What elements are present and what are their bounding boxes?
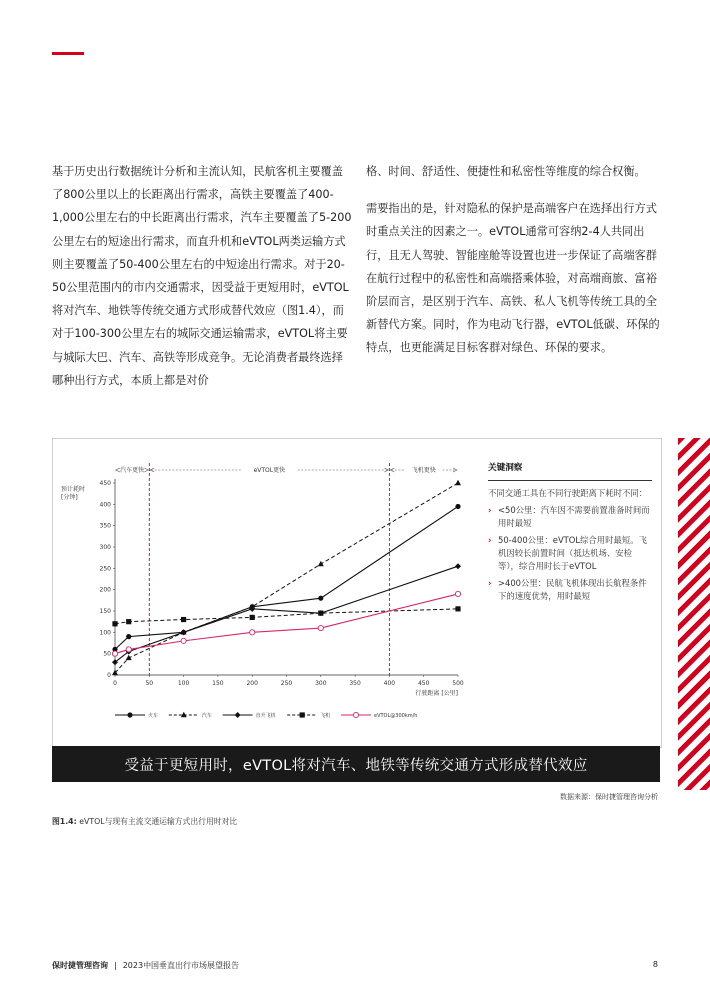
series-point — [318, 611, 323, 616]
series-point — [112, 651, 117, 656]
y-axis-title: 预计耗时 — [61, 486, 86, 493]
series-point — [126, 647, 131, 652]
series-point — [455, 480, 461, 485]
legend-label: 火车 — [148, 713, 159, 719]
x-tick-label: 250 — [280, 680, 293, 687]
x-tick-label: 50 — [145, 680, 154, 687]
insight-bullet-text: >400公里：民航飞机体现出长航程条件下的速度优势，用时最短 — [498, 578, 647, 601]
legend-marker — [353, 712, 358, 717]
travel-time-chart — [53, 439, 483, 739]
chevron-right-icon: › — [488, 505, 492, 515]
caption-text: eVTOL与现有主流交通运输方式出行用时对比 — [76, 817, 238, 826]
series-point — [250, 615, 255, 620]
figure-caption — [52, 816, 237, 827]
y-tick-label: 300 — [99, 544, 111, 551]
insight-bullet-text: 50-400公里：eVTOL综合用时最短。飞机因较长前置时间（抵达机场、安检等），综合用时长于eVTOL — [498, 535, 648, 571]
x-tick-label: 0 — [113, 680, 117, 687]
legend-marker — [127, 712, 132, 717]
footer-report-title: 2023中国垂直出行市场展望报告 — [122, 961, 240, 970]
series-point — [455, 606, 460, 611]
series-line — [115, 566, 458, 662]
x-tick-label: 450 — [417, 680, 430, 687]
y-tick-label: 400 — [99, 501, 111, 509]
series-point — [455, 591, 460, 596]
caption-label: 图1.4: — [52, 817, 77, 826]
body-paragraph: 基于历史出行数据统计分析和主流认知，民航客机主要覆盖了800公里以上的长距离出行需求，高铁主要覆盖了400-1,000公里左右的中长距离出行需求，汽车主要覆盖了5-200公里左右的短途出行需求，而直升机和eVTOL两类运输方式则主要覆盖了50-400公里左右的中短途出行需求。对于20-50公里范围内的市内交通需求，因受益于更短用时，eVTOL将对汽车、地铁等传统交通方式形成替代效应（图1.4），而对于100-300公里左右的城际交通运输需求，eVTOL将主要与城际大巴、汽车、高铁等形成竞争。无论消费者最终选择哪种出行方式，本质上都是对价 — [52, 165, 352, 387]
data-source: 数据来源：保时捷管理咨询分析 — [560, 793, 658, 801]
x-axis-title: 行驶距离 [公里] — [415, 690, 458, 697]
series-point — [181, 617, 186, 622]
series-line — [115, 483, 458, 673]
y-tick-label: 0 — [107, 672, 111, 679]
body-paragraph: 需要指出的是，针对隐私的保护是高端客户在选择出行方式时重点关注的因素之一。eVTOL通常可容纳2-4人共同出行，且无人驾驶、智能座舱等设置也进一步保证了高端客群在航行过程中的私密性和高端搭乘体验，对高端商旅、富裕阶层而言，是区别于汽车、高铁、私人飞机等传统工具的全新替代方案。同时，作为电动飞行器，eVTOL低碳、环保的特点，也更能满足目标客群对绿色、环保的要求。 — [366, 202, 660, 355]
zone-label: 飞机更快 — [411, 467, 436, 474]
accent-bar — [52, 52, 84, 55]
x-tick-label: 150 — [212, 680, 224, 687]
y-tick-label: 250 — [99, 565, 111, 573]
summary-banner: 受益于更短用时，eVTOL将对汽车、地铁等传统交通方式形成替代效应 — [52, 746, 660, 782]
y-tick-label: 50 — [103, 650, 111, 658]
y-tick-label: 450 — [99, 480, 111, 487]
series-point — [181, 638, 186, 643]
x-tick-label: 100 — [177, 680, 190, 687]
chevron-right-icon: › — [488, 578, 492, 588]
series-line — [115, 506, 458, 649]
insight-title: 关键洞察 — [488, 462, 652, 481]
series-point — [318, 625, 323, 630]
insight-bullet — [488, 504, 652, 530]
y-tick-label: 200 — [99, 586, 111, 594]
series-point — [455, 504, 460, 509]
body-right-column — [366, 160, 662, 374]
x-tick-label: 200 — [246, 680, 258, 687]
legend-label: eVTOL@300km/h — [374, 713, 418, 719]
insight-bullet — [488, 577, 652, 603]
zone-label: 汽车更快 — [120, 467, 145, 474]
footer-separator: | — [114, 961, 117, 970]
series-point — [318, 561, 324, 566]
series-point — [250, 630, 255, 635]
y-tick-label: 100 — [99, 629, 111, 637]
zone-arrow-head — [144, 468, 148, 472]
body-paragraph: 格、时间、舒适性、便捷性和私密性等维度的综合权衡。 — [366, 165, 646, 178]
y-tick-label: 150 — [99, 608, 111, 615]
insight-bullet-text: <50公里：汽车因不需要前置准备时间而用时最短 — [498, 505, 650, 528]
series-point — [126, 619, 131, 624]
legend-label: 汽车 — [201, 713, 212, 719]
legend-marker — [235, 712, 241, 718]
series-point — [455, 563, 461, 569]
legend-label: 飞机 — [320, 713, 331, 719]
chevron-right-icon: › — [488, 535, 492, 545]
insight-intro: 不同交通工具在不同行驶距离下耗时不同： — [488, 488, 648, 498]
x-tick-label: 400 — [383, 680, 396, 687]
x-tick-label: 350 — [349, 680, 361, 687]
series-point — [126, 634, 131, 639]
decorative-stripes — [678, 438, 710, 790]
x-tick-label: 500 — [452, 680, 464, 687]
zone-label: eVTOL更快 — [253, 467, 286, 474]
legend-label: 直升飞机 — [255, 713, 276, 719]
legend-marker — [300, 712, 305, 717]
x-tick-label: 300 — [315, 680, 327, 687]
key-insight-panel — [488, 462, 652, 607]
insight-bullet — [488, 534, 652, 573]
body-left-column — [52, 160, 352, 406]
y-tick-label: 350 — [99, 522, 111, 530]
footer — [52, 960, 239, 971]
series-point — [112, 621, 117, 626]
footer-brand: 保时捷管理咨询 — [52, 961, 108, 970]
y-axis-title: [分钟] — [61, 494, 78, 501]
series-point — [318, 596, 323, 601]
page-number: 8 — [652, 960, 658, 969]
